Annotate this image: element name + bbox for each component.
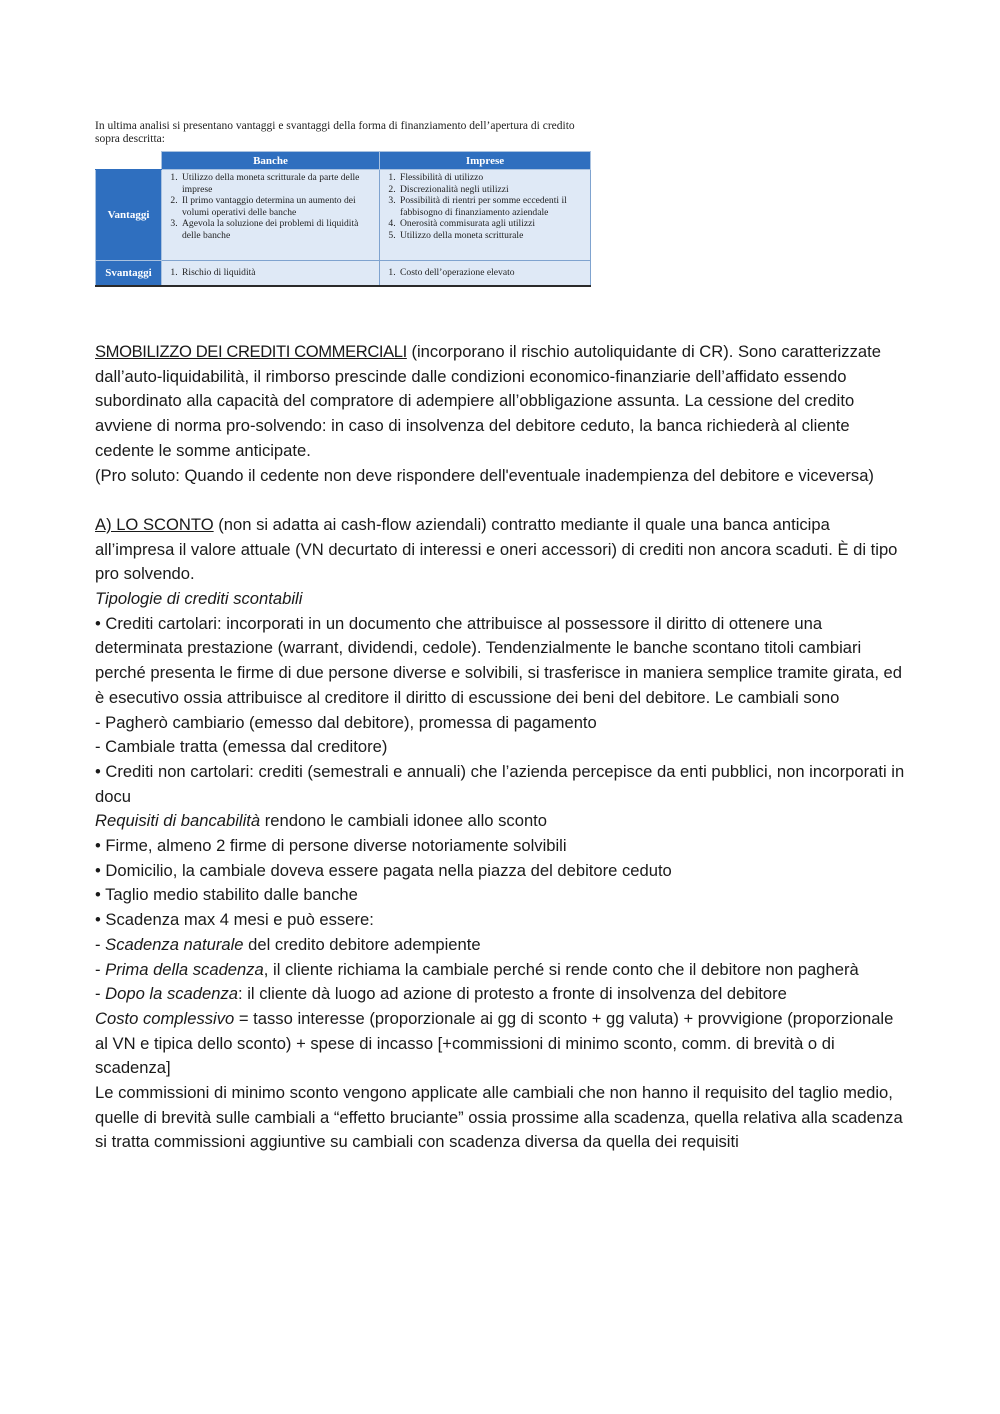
- list-item: 1. Flessibilità di utilizzo: [398, 172, 586, 184]
- column-header-banche: Banche: [162, 152, 380, 170]
- taglio-item: • Taglio medio stabilito dalle banche: [95, 885, 358, 905]
- tratta-item: - Cambiale tratta (emessa dal creditore): [95, 737, 388, 757]
- section-heading-smobilizzo: SMOBILIZZO DEI CREDITI COMMERCIALI: [95, 342, 407, 361]
- comparison-figure: [95, 120, 592, 287]
- crediti-non-cartolari: • Crediti non cartolari: crediti (semestrali e annuali) che l’azienda percepisce da enti pubblici, non incorporati in docu: [95, 761, 905, 806]
- list-item: 1. Utilizzo della moneta scritturale da parte delle imprese: [180, 172, 375, 195]
- table-row-vantaggi: [96, 170, 591, 261]
- firme-item: • Firme, almeno 2 firme di persone diverse notoriamente solvibili: [95, 836, 567, 856]
- list-item: 2. Discrezionalità negli utilizzi: [398, 184, 586, 196]
- commissioni-paragraph: Le commissioni di minimo sconto vengono applicate alle cambiali che non hanno il requisito del taglio medio, quelle di brevità sulle cambiali a “effetto bruciante” ossia prossime alla scadenza, quella relativa alla scadenza si tratta commissioni aggiuntive su cambiali con scadenza diversa da quella dei requisiti: [95, 1083, 903, 1152]
- costo-text: = tasso interesse (proporzionale ai gg di sconto + gg valuta) + provvigione (proporzionale al VN e tipica dello sconto) + spese di incasso [+commissioni di minimo sconto, comm. di brevità o di scadenza]: [95, 1008, 894, 1078]
- sconto-paragraph: [95, 513, 905, 587]
- prima-scadenza-item: [95, 958, 905, 983]
- dopo-scadenza-term: Dopo la scadenza: [105, 984, 238, 1004]
- costo-term: Costo complessivo: [95, 1008, 235, 1028]
- requisiti-text: rendono le cambiali idonee allo sconto: [260, 811, 548, 831]
- cell-vantaggi-imprese: [380, 170, 591, 261]
- column-header-imprese: Imprese: [380, 152, 591, 170]
- list-item: 4. Onerosità commisurata agli utilizzi: [398, 218, 586, 230]
- costo-paragraph: [95, 1007, 905, 1081]
- prima-scadenza-term: Prima della scadenza: [105, 959, 264, 979]
- row-header-vantaggi: Vantaggi: [96, 170, 162, 261]
- dash: -: [95, 984, 106, 1004]
- scadenza-naturale-text: del credito debitore adempiente: [243, 934, 481, 954]
- list-item: 1. Costo dell’operazione elevato: [398, 267, 586, 279]
- dopo-scadenza-item: [95, 982, 905, 1007]
- table-header-row: [96, 152, 591, 170]
- domicilio-item: • Domicilio, la cambiale doveva essere pagata nella piazza del debitore ceduto: [95, 860, 672, 880]
- dash: -: [95, 959, 106, 979]
- table-row-svantaggi: [96, 261, 591, 287]
- figure-caption: In ultima analisi si presentano vantaggi e svantaggi della forma di finanziamento dell’apertura di credito sopra descritta:: [95, 120, 575, 145]
- dopo-scadenza-text: : il cliente dà luogo ad azione di protesto a fronte di insolvenza del debitore: [237, 984, 787, 1004]
- tipologie-title: Tipologie di crediti scontabili: [95, 589, 303, 609]
- prima-scadenza-text: , il cliente richiama la cambiale perché si rende conto che il debitore non pagherà: [263, 959, 859, 979]
- list-item: 3. Agevola la soluzione dei problemi di liquidità delle banche: [180, 218, 375, 241]
- row-header-svantaggi: Svantaggi: [96, 261, 162, 287]
- cell-svantaggi-imprese: [380, 261, 591, 287]
- cell-svantaggi-banche: [162, 261, 380, 287]
- dash: -: [95, 934, 106, 954]
- table-corner: [96, 152, 162, 170]
- crediti-cartolari: • Crediti cartolari: incorporati in un documento che attribuisce al possessore il diritto di ottenere una determinata prestazione (warrant, dividendi, cedole). Tendenzialmente le banche scontano titoli cambiari perché presenta le firme di due persone diverse e solvibili, si trasferisce in maniera semplice tramite girata, ed è esecutivo ossia attribuisce al creditore il diritto di escussione dei beni del debitore. Le cambiali sono: [95, 613, 903, 707]
- smobilizzo-paragraph: [95, 340, 905, 464]
- paghero-item: - Pagherò cambiario (emesso dal debitore), promessa di pagamento: [95, 712, 597, 732]
- scadenza-naturale-term: Scadenza naturale: [105, 934, 244, 954]
- requisiti-line: [95, 809, 905, 834]
- list-item: 3. Possibilità di rientri per somme eccedenti il fabbisogno di finanziamento aziendale: [398, 195, 586, 218]
- advantages-table: [95, 151, 591, 287]
- scadenza-naturale-item: [95, 933, 905, 958]
- body-text: [95, 340, 905, 1155]
- section-heading-sconto: A) LO SCONTO: [95, 514, 214, 534]
- list-item: 1. Rischio di liquidità: [180, 267, 375, 279]
- list-item: 2. Il primo vantaggio determina un aumento dei volumi operativi delle banche: [180, 195, 375, 218]
- cell-vantaggi-banche: [162, 170, 380, 261]
- list-item: 5. Utilizzo della moneta scritturale: [398, 230, 586, 242]
- requisiti-title: Requisiti di bancabilità: [95, 811, 261, 831]
- spacer: [95, 488, 905, 513]
- scadenza-item: • Scadenza max 4 mesi e può essere:: [95, 910, 374, 930]
- smobilizzo-text: (incorporano il rischio autoliquidante di CR). Sono caratterizzate dall’auto-liquidabilità, il rimborso prescinde dalle condizioni economico-finanziarie dell’affidato essendo subordinato alla capacità del compratore di adempiere all’obbligazione assunta. La cessione del credito avviene di norma pro-solvendo: in caso di insolvenza del debitore ceduto, la banca richiederà al cliente cedente le somme anticipate.: [95, 342, 881, 460]
- pro-soluto-paragraph: (Pro soluto: Quando il cedente non deve rispondere dell'eventuale inadempienza del debitore e viceversa): [95, 465, 874, 485]
- sconto-text: (non si adatta ai cash-flow aziendali) contratto mediante il quale una banca anticipa all’impresa il valore attuale (VN decurtato di interessi e oneri accessori) di crediti non ancora scaduti. È di tipo pro solvendo.: [95, 514, 898, 584]
